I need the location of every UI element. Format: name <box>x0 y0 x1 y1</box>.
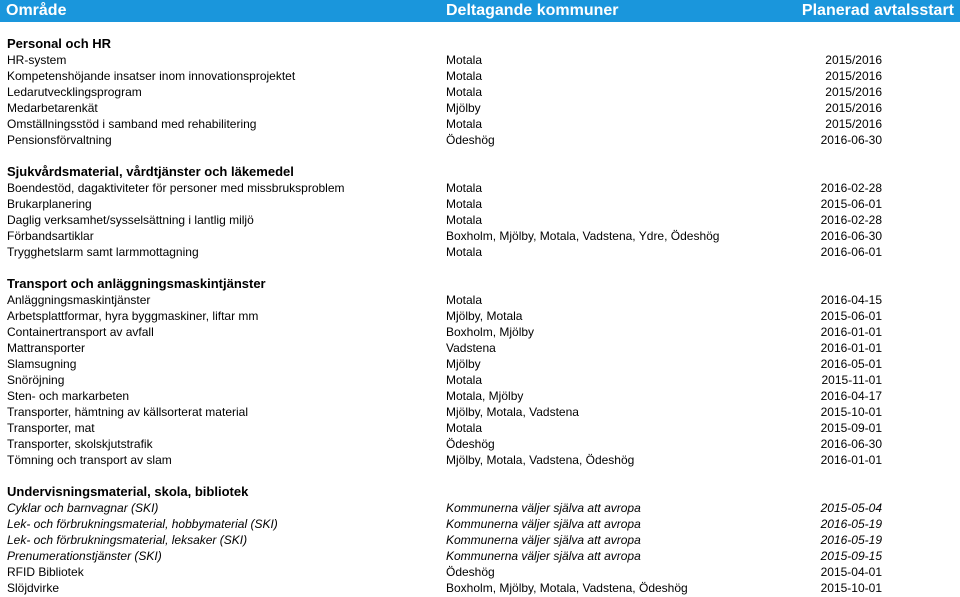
municipalities-cell: Motala <box>446 213 483 227</box>
municipalities-cell: Motala <box>446 293 483 307</box>
start-date-cell: 2016-05-01 <box>820 357 882 371</box>
table-row <box>0 389 960 404</box>
municipalities-cell: Motala <box>446 85 483 99</box>
municipalities-cell: Kommunerna väljer själva att avropa <box>446 533 641 547</box>
area-cell: Pensionsförvaltning <box>7 133 112 147</box>
table-row <box>0 133 960 148</box>
header-start-date: Planerad avtalsstart <box>801 2 954 19</box>
section-title: Undervisningsmaterial, skola, bibliotek <box>7 484 249 499</box>
table-row <box>0 117 960 132</box>
start-date-cell: 2015-10-01 <box>820 581 882 595</box>
table-row <box>0 581 960 596</box>
table-row <box>0 549 960 564</box>
area-cell: RFID Bibliotek <box>7 565 84 579</box>
area-cell: Transporter, hämtning av källsorterat material <box>7 405 248 419</box>
header-municipalities: Deltagande kommuner <box>446 2 619 19</box>
table-row <box>0 405 960 420</box>
municipalities-cell: Boxholm, Mjölby, Motala, Vadstena, Ödeshög <box>446 581 688 595</box>
table-row <box>0 341 960 356</box>
area-cell: Mattransporter <box>7 341 86 355</box>
table-row <box>0 421 960 436</box>
table-row <box>0 501 960 516</box>
area-cell: Boendestöd, dagaktiviteter för personer med missbruksproblem <box>7 181 345 195</box>
area-cell: Anläggningsmaskintjänster <box>7 293 151 307</box>
section-title: Personal och HR <box>7 36 112 51</box>
area-cell: Daglig verksamhet/sysselsättning i lantlig miljö <box>7 213 254 227</box>
start-date-cell: 2015-11-01 <box>821 373 882 387</box>
table-header <box>0 0 960 22</box>
start-date-cell: 2016-04-15 <box>820 293 882 307</box>
area-cell: Ledarutvecklingsprogram <box>7 85 142 99</box>
area-cell: Medarbetarenkät <box>7 101 98 115</box>
table-row <box>0 373 960 388</box>
area-cell: Slamsugning <box>7 357 77 371</box>
table-row <box>0 533 960 548</box>
municipalities-cell: Vadstena <box>446 341 496 355</box>
start-date-cell: 2015/2016 <box>825 69 882 83</box>
municipalities-cell: Motala <box>446 117 483 131</box>
start-date-cell: 2016-05-19 <box>820 533 882 547</box>
start-date-cell: 2016-02-28 <box>820 181 882 195</box>
table-row <box>0 197 960 212</box>
start-date-cell: 2016-01-01 <box>820 453 882 467</box>
area-cell: Tömning och transport av slam <box>7 453 172 467</box>
area-cell: Lek- och förbrukningsmaterial, leksaker (SKI) <box>7 533 248 547</box>
municipalities-cell: Motala <box>446 69 483 83</box>
table-row <box>0 309 960 324</box>
table-row <box>0 245 960 260</box>
table-row <box>0 229 960 244</box>
area-cell: Sten- och markarbeten <box>7 389 130 403</box>
start-date-cell: 2015-06-01 <box>820 197 882 211</box>
section-title: Sjukvårdsmaterial, vårdtjänster och läkemedel <box>7 164 294 179</box>
area-cell: Cyklar och barnvagnar (SKI) <box>7 501 159 515</box>
municipalities-cell: Kommunerna väljer själva att avropa <box>446 517 641 531</box>
municipalities-cell: Motala <box>446 53 483 67</box>
area-cell: Prenumerationstjänster (SKI) <box>7 549 162 563</box>
table-row <box>0 293 960 308</box>
start-date-cell: 2015-06-01 <box>820 309 882 323</box>
municipalities-cell: Mjölby <box>446 357 481 371</box>
area-cell: Lek- och förbrukningsmaterial, hobbymaterial (SKI) <box>7 517 278 531</box>
table-row <box>0 325 960 340</box>
start-date-cell: 2015/2016 <box>825 117 882 131</box>
municipalities-cell: Mjölby, Motala, Vadstena, Ödeshög <box>446 453 635 467</box>
area-cell: HR-system <box>7 53 67 67</box>
municipalities-cell: Ödeshög <box>446 565 495 579</box>
table-row <box>0 517 960 532</box>
table-row <box>0 213 960 228</box>
municipalities-cell: Mjölby, Motala <box>446 309 523 323</box>
area-cell: Slöjdvirke <box>7 581 60 595</box>
area-cell: Transporter, skolskjutstrafik <box>7 437 153 451</box>
start-date-cell: 2016-06-01 <box>820 245 882 259</box>
start-date-cell: 2016-04-17 <box>820 389 882 403</box>
municipalities-cell: Boxholm, Mjölby, Motala, Vadstena, Ydre, Ödeshög <box>446 229 720 243</box>
start-date-cell: 2016-02-28 <box>820 213 882 227</box>
start-date-cell: 2015/2016 <box>825 101 882 115</box>
municipalities-cell: Ödeshög <box>446 437 495 451</box>
table-row <box>0 357 960 372</box>
area-cell: Containertransport av avfall <box>7 325 154 339</box>
start-date-cell: 2016-06-30 <box>820 229 882 243</box>
municipalities-cell: Boxholm, Mjölby <box>446 325 535 339</box>
start-date-cell: 2016-06-30 <box>820 133 882 147</box>
area-cell: Förbandsartiklar <box>7 229 94 243</box>
municipalities-cell: Ödeshög <box>446 133 495 147</box>
municipalities-cell: Motala <box>446 421 483 435</box>
municipalities-cell: Motala <box>446 373 483 387</box>
municipalities-cell: Kommunerna väljer själva att avropa <box>446 501 641 515</box>
municipalities-cell: Mjölby <box>446 101 481 115</box>
table-row <box>0 181 960 196</box>
start-date-cell: 2015/2016 <box>825 85 882 99</box>
area-cell: Trygghetslarm samt larmmottagning <box>7 245 199 259</box>
area-cell: Kompetenshöjande insatser inom innovationsprojektet <box>7 69 296 83</box>
municipalities-cell: Kommunerna väljer själva att avropa <box>446 549 641 563</box>
municipalities-cell: Motala <box>446 197 483 211</box>
table-row <box>0 565 960 580</box>
section-title: Transport och anläggningsmaskintjänster <box>7 276 266 291</box>
table-row <box>0 453 960 468</box>
area-cell: Transporter, mat <box>7 421 95 435</box>
start-date-cell: 2016-05-19 <box>820 517 882 531</box>
start-date-cell: 2015-09-01 <box>820 421 882 435</box>
start-date-cell: 2015-09-15 <box>820 549 882 563</box>
area-cell: Arbetsplattformar, hyra byggmaskiner, liftar mm <box>7 309 259 323</box>
table-row <box>0 53 960 68</box>
start-date-cell: 2016-01-01 <box>820 325 882 339</box>
municipalities-cell: Motala <box>446 245 483 259</box>
area-cell: Omställningsstöd i samband med rehabilitering <box>7 117 257 131</box>
area-cell: Brukarplanering <box>7 197 92 211</box>
start-date-cell: 2016-06-30 <box>820 437 882 451</box>
start-date-cell: 2015-05-04 <box>820 501 882 515</box>
table-row <box>0 437 960 452</box>
start-date-cell: 2015-10-01 <box>820 405 882 419</box>
municipalities-cell: Motala <box>446 181 483 195</box>
area-cell: Snöröjning <box>7 373 65 387</box>
start-date-cell: 2015-04-01 <box>820 565 882 579</box>
municipalities-cell: Motala, Mjölby <box>446 389 524 403</box>
header-area: Område <box>6 2 67 19</box>
municipalities-cell: Mjölby, Motala, Vadstena <box>446 405 579 419</box>
start-date-cell: 2016-01-01 <box>820 341 882 355</box>
table-row <box>0 85 960 100</box>
start-date-cell: 2015/2016 <box>825 53 882 67</box>
table-row <box>0 101 960 116</box>
table-row <box>0 69 960 84</box>
